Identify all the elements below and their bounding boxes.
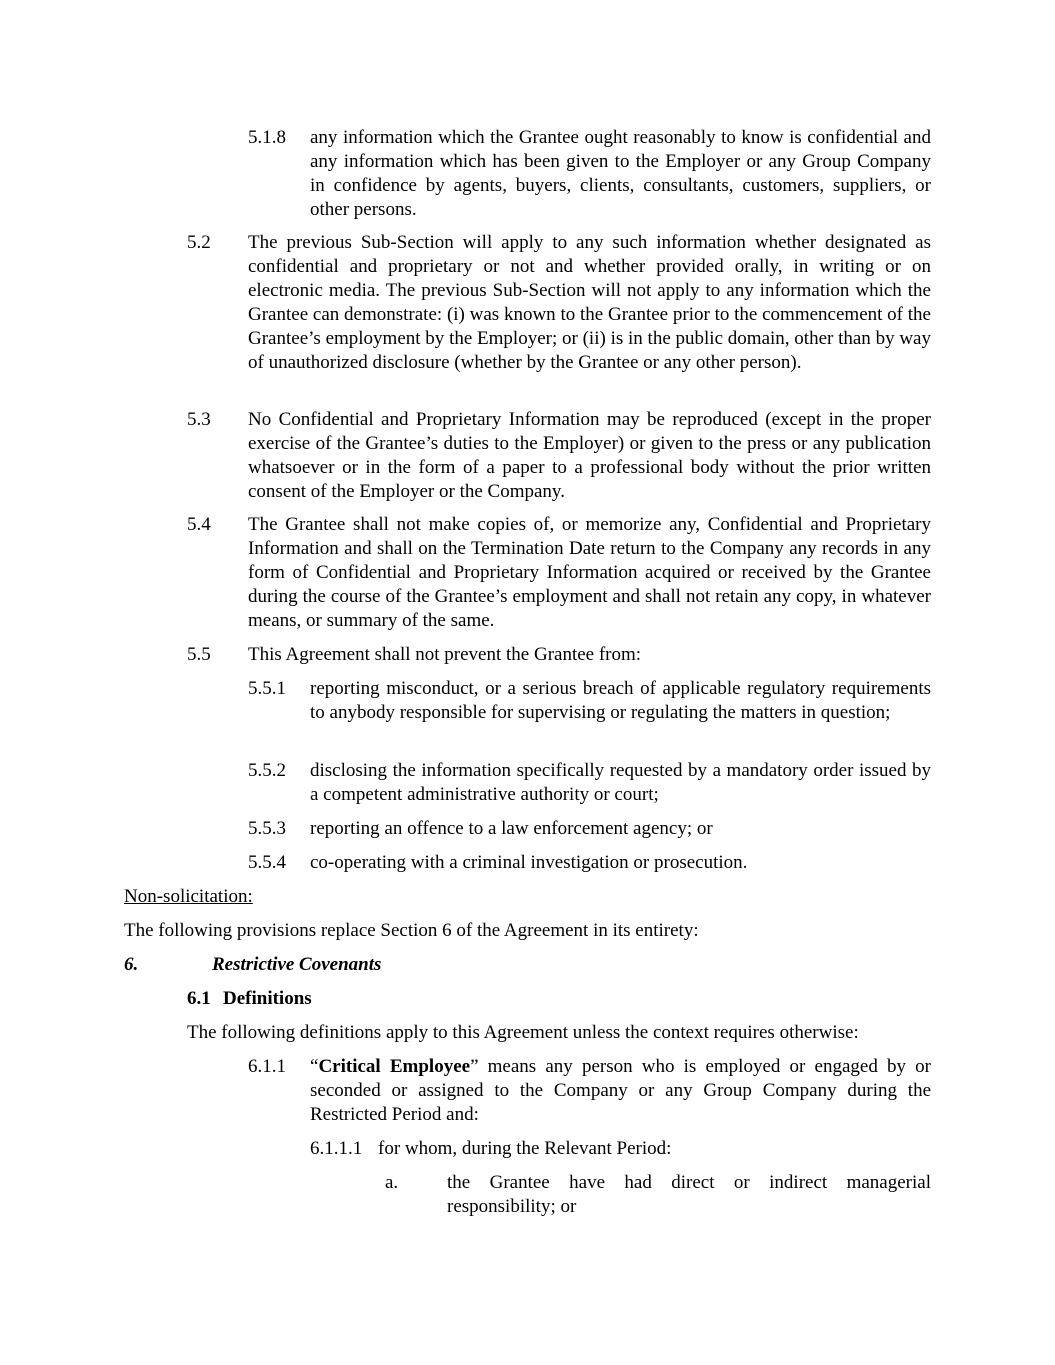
clause-number: 5.5.2 (248, 760, 286, 781)
clause-number: 6.1.1.1 (310, 1138, 363, 1159)
open-quote: “ (310, 1056, 319, 1077)
clause-number: 5.5.3 (248, 818, 286, 839)
clause-text: reporting an offence to a law enforcement agency; or (310, 818, 713, 839)
clause-text: for whom, during the Relevant Period: (378, 1138, 672, 1159)
clause-text: co-operating with a criminal investigation or prosecution. (310, 852, 748, 873)
clause-number: 5.3 (187, 409, 211, 430)
replacement-note: The following provisions replace Section 6 of the Agreement in its entirety: (124, 920, 699, 941)
clause-text: No Confidential and Proprietary Information may be reproduced (except in the proper exercise of the Grantee’s duties to the Employer) or given to the press or any publication whatsoever or in the form of a paper to a professional body without the prior written consent of the Employer or the Company. (248, 409, 931, 502)
clause-text: The previous Sub-Section will apply to any such information whether designated as confidential and proprietary or not and whether provided orally, in writing or on electronic media. The previous Sub-Section will not apply to any information which the Grantee can demonstrate: (i) was known to the Grantee prior to the commencement of the Grantee’s employment by the Employer; or (ii) is in the public domain, other than by way of unauthorized disclosure (whether by the Grantee or any other person). (248, 232, 931, 373)
clause-number: 5.5 (187, 644, 211, 665)
clause-text: any information which the Grantee ought reasonably to know is confidential and any information which has been given to the Employer or any Group Company in confidence by agents, buyers, clients, consultants, customers, suppliers, or other persons. (310, 127, 931, 220)
clause-number: 5.2 (187, 232, 211, 253)
section-number: 6.1 (187, 988, 211, 1009)
clause-number: a. (385, 1172, 399, 1193)
section-number: 6. (124, 954, 139, 975)
clause-number: 5.4 (187, 514, 211, 535)
clause-number: 5.1.8 (248, 127, 286, 148)
clause-text: reporting misconduct, or a serious breach of applicable regulatory requirements to anybody responsible for supervising or regulating the matters in question; (310, 678, 931, 723)
section-title: Definitions (223, 988, 312, 1009)
defined-term: Critical Employee (318, 1056, 471, 1077)
non-solicitation-heading: Non-solicitation: (124, 886, 253, 907)
clause-text: The Grantee shall not make copies of, or memorize any, Confidential and Proprietary Information and shall on the Termination Date return to the Company any records in any form of Confidential and Proprietary Information acquired or received by the Grantee during the course of the Grantee’s employment and shall not retain any copy, in whatever means, or summary of the same. (248, 514, 931, 631)
clause-text (310, 1055, 931, 1127)
clause-number: 6.1.1 (248, 1056, 286, 1077)
clause-text: disclosing the information specifically requested by a mandatory order issued by a competent administrative authority or court; (310, 760, 931, 805)
definition-text: ” means any person who is employed or engaged by or seconded or assigned to the Company or any Group Company during the Restricted Period and: (310, 1056, 931, 1125)
clause-number: 5.5.4 (248, 852, 286, 873)
clause-text: the Grantee have had direct or indirect managerial responsibility; or (447, 1172, 931, 1217)
clause-number: 5.5.1 (248, 678, 286, 699)
section-title: Restrictive Covenants (212, 954, 382, 975)
clause-text: This Agreement shall not prevent the Grantee from: (248, 644, 642, 665)
definitions-intro: The following definitions apply to this Agreement unless the context requires otherwise: (187, 1022, 859, 1043)
